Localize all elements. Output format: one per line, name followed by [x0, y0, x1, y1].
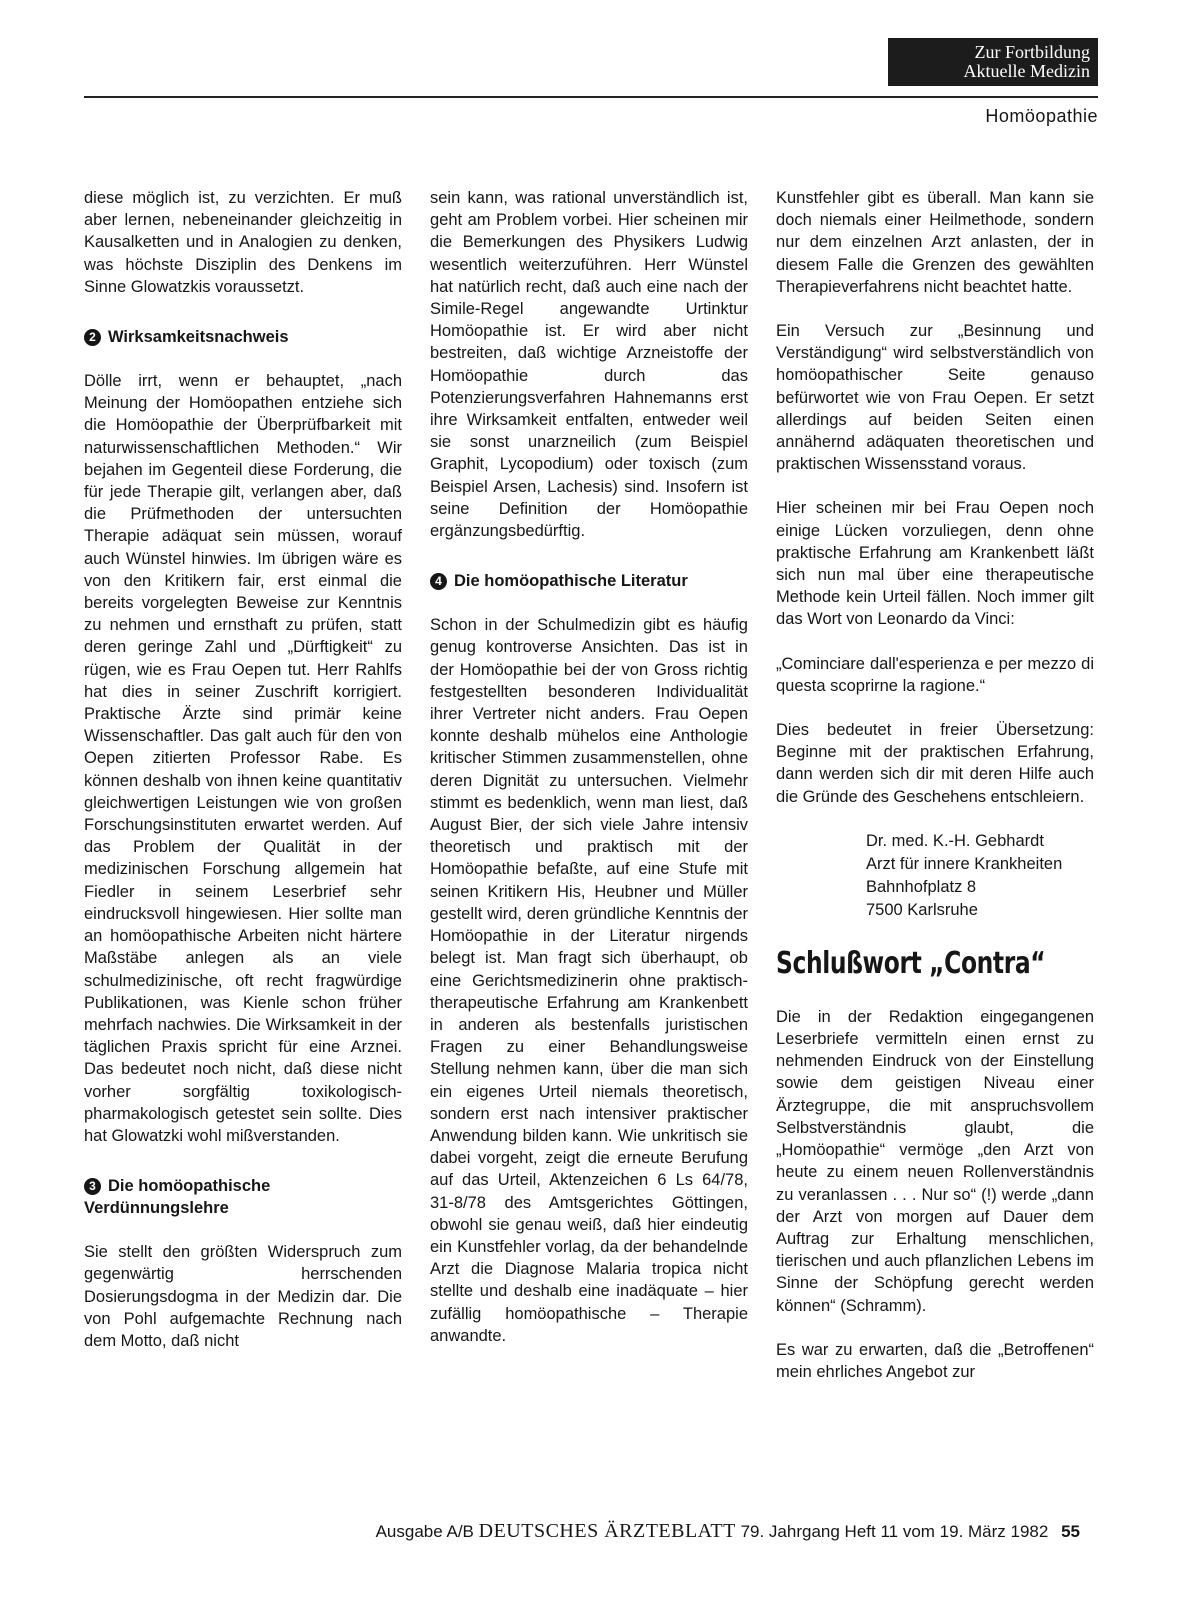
paragraph: Kunstfehler gibt es überall. Man kann sie doch niemals einer Heilmethode, sondern nur dem einzelnen Arzt anlasten, der in diesem Falle die Grenzen des gewählten Therapieverfahrens nicht beachtet hatte. — [776, 189, 1094, 296]
paragraph: Sie stellt den größten Widerspruch zum gegenwärtig herrschenden Dosierungsdogma in der Medizin dar. Die von Pohl aufgemachte Rechnung nach dem Motto, daß nicht — [84, 1243, 402, 1350]
subheading-verduennungslehre — [84, 1175, 402, 1219]
header-category-line2: Aktuelle Medizin — [963, 61, 1090, 81]
section-label: Homöopathie — [985, 106, 1098, 126]
footer-edition: Ausgabe A/B — [375, 1522, 474, 1541]
header-category-line1: Zur Fortbildung — [974, 42, 1090, 62]
author-street: Bahnhofplatz 8 — [866, 877, 977, 896]
paragraph: Dies bedeutet in freier Übersetzung: Beginne mit der praktischen Erfahrung, dann werden sich dir mit deren Hilfe auch die Gründe des Geschehens entschleiern. — [776, 721, 1094, 806]
paragraph: Die in der Redaktion eingegangenen Leserbriefe vermitteln einen ernst zu nehmenden Eindruck von der Einstellung sowie dem geistigen Niveau einer Ärztegruppe, die mit anspruchsvollem Selbstverständnis glaubt, die „Homöopathie“ vermöge „den Arzt von heute zu einem neuen Rollenverständnis zu veranlassen . . . Nur so“ (!) werde „dann der Arzt von morgen auf Dauer dem Auftrag zur Erhaltung menschlichen, tierischen und auch pflanzlichen Lebens im Sinne der Schöpfung gerecht werden können“ (Schramm). — [776, 1007, 1094, 1315]
author-title: Arzt für innere Krankheiten — [866, 854, 1063, 873]
section-number-badge: 3 — [84, 1178, 101, 1195]
author-signature-block — [866, 830, 1094, 922]
subheading-wirksamkeitsnachweis — [84, 326, 402, 348]
header-rule — [84, 96, 1098, 98]
author-name: Dr. med. K.-H. Gebhardt — [866, 831, 1044, 850]
subheading-text: Wirksamkeitsnachweis — [108, 328, 289, 347]
footer-page-number: 55 — [1061, 1522, 1080, 1541]
subheading-literatur — [430, 570, 748, 592]
subheading-text: Die homöopathische Literatur — [454, 572, 688, 591]
column-2 — [430, 187, 748, 1347]
footer-issue: 79. Jahrgang Heft 11 vom 19. März 1982 — [740, 1522, 1049, 1541]
paragraph: diese möglich ist, zu verzichten. Er muß aber lernen, nebeneinander gleichzeitig in Kausalketten und in Analogien zu denken, was höchste Disziplin des Denkens im Sinne Glowatzkis voraussetzt. — [84, 189, 402, 296]
section-number-badge: 2 — [84, 329, 101, 346]
subheading-text-line2: Verdünnungslehre — [84, 1199, 229, 1218]
column-1 — [84, 187, 402, 1352]
subheading-text-line1: Die homöopathische — [108, 1177, 271, 1196]
paragraph: Hier scheinen mir bei Frau Oepen noch einige Lücken vorzuliegen, denn ohne praktische Erfahrung am Krankenbett läßt sich nun mal über eine therapeutische Methode kein Urteil fällen. Noch immer gilt das Wort von Leonardo da Vinci: — [776, 499, 1094, 629]
column-3 — [776, 187, 1094, 1383]
quote: „Cominciare dall'esperienza e per mezzo di questa scoprirne la ragione.“ — [776, 654, 1094, 695]
author-city: 7500 Karlsruhe — [866, 900, 978, 919]
paragraph: Es war zu erwarten, daß die „Betroffenen“ mein ehrliches Angebot zur — [776, 1340, 1094, 1381]
header-category-box — [888, 38, 1098, 86]
section-number-badge: 4 — [430, 573, 447, 590]
paragraph: sein kann, was rational unverständlich ist, geht am Problem vorbei. Hier scheinen mir die Bemerkungen des Physikers Ludwig wesentlich weiterzuführen. Herr Wünstel hat natürlich recht, daß auch eine nach der Simile-Regel angewandte Urtinktur Homöopathie ist. Er wird aber nicht bestreiten, daß wichtige Arzneistoffe der Homöopathie durch das Potenzierungsverfahren Hahnemanns erst ihre Wirksamkeit entfalten, entweder weil sie sonst unarzneilich (zum Beispiel Graphit, Lycopodium) oder toxisch (zum Beispiel Arsen, Lachesis) sind. Insofern ist seine Definition der Homöopathie ergänzungsbedürftig. — [430, 189, 748, 541]
article-heading: Schlußwort „Contra“ — [776, 945, 1046, 981]
paragraph: Dölle irrt, wenn er behauptet, „nach Meinung der Homöopathen entziehe sich die Homöopathie der Überprüfbarkeit mit naturwissenschaftlichen Methoden.“ Wir bejahen im Gegenteil diese Forderung, die für jede Therapie gilt, verlangen aber, daß die Prüfmethoden der untersuchten Therapie adäquat sein müssen, worauf auch Wünstel hinwies. Im übrigen wäre es von den Kritikern fair, erst einmal die bereits vorgelegten Beweise zur Kenntnis zu nehmen und ernsthaft zu prüfen, statt deren geringe Zahl und „Dürftigkeit“ zu rügen, wie es Frau Oepen tut. Herr Rahlfs hat dies in seiner Zuschrift korrigiert. Praktische Ärzte sind primär keine Wissenschaftler. Das galt auch für den von Oepen zitierten Professor Rabe. Es können deshalb von ihnen keine quantitativ gleichwertigen Leistungen wie von großen Forschungsinstituten erwartet werden. Auf das Problem der Qualität in der medizinischen Forschung allgemein hat Fiedler in seinem Leserbrief sehr eindrucksvoll hingewiesen. Hier sollte man an homöopathische Arbeiten nicht härtere Maßstäbe anlegen als an viele schulmedizinische, oft recht fragwürdige Publikationen, was Kienle schon früher mehrfach nachwies. Die Wirksamkeit in der täglichen Praxis spricht für eine Arznei. Das bedeutet noch nicht, daß diese nicht vorher sorgfältig toxikologisch-pharmakologisch getestet sein sollte. Dies hat Glowatzki wohl mißverstanden. — [84, 372, 402, 1145]
footer-journal-name: DEUTSCHES ÄRZTEBLATT — [478, 1520, 736, 1542]
paragraph: Schon in der Schulmedizin gibt es häufig genug kontroverse Ansichten. Das ist in der Homöopathie bei der von Gross richtig festgestellten besonderen Individualität ihrer Vertreter nicht anders. Frau Oepen konnte deshalb mühelos eine Anthologie kritischer Stimmen zusammenstellen, ohne deren Dignität zu untersuchen. Vielmehr stimmt es bedenklich, wenn man liest, daß August Bier, der sich viele Jahre intensiv theoretisch und praktisch mit der Homöopathie befaßte, auf eine Stufe mit seinen Kritikern His, Heubner und Müller gestellt wird, deren gründliche Kenntnis der Homöopathie in der Literatur nirgends belegt ist. Man fragt sich überhaupt, ob eine Gerichtsmedizinerin ohne praktisch-therapeutische Erfahrung am Krankenbett in anderen als bestenfalls juristischen Fragen zu einer Behandlungsweise Stellung nehmen kann, über die man sich ein eigenes Urteil niemals theoretisch, sondern erst nach intensiver praktischer Anwendung bilden kann. Wie unkritisch sie dabei vorgeht, zeigt die erneute Berufung auf das Urteil, Aktenzeichen 6 Ls 64/78, 31-8/78 des Amtsgerichtes Göttingen, obwohl sie genau weiß, daß hier eindeutig ein Kunstfehler vorlag, da der behandelnde Arzt die Diagnose Malaria tropica nicht stellte und deshalb eine inadäquate – hier zufällig homöopathische – Therapie anwandte. — [430, 616, 748, 1345]
page-footer — [0, 1520, 1080, 1543]
paragraph: Ein Versuch zur „Besinnung und Verständigung“ wird selbstverständlich von homöopathischer Seite genauso befürwortet wie von Frau Oepen. Er setzt allerdings auf beiden Seiten einen annähernd adäquaten theoretischen und praktischen Wissensstand voraus. — [776, 322, 1094, 474]
